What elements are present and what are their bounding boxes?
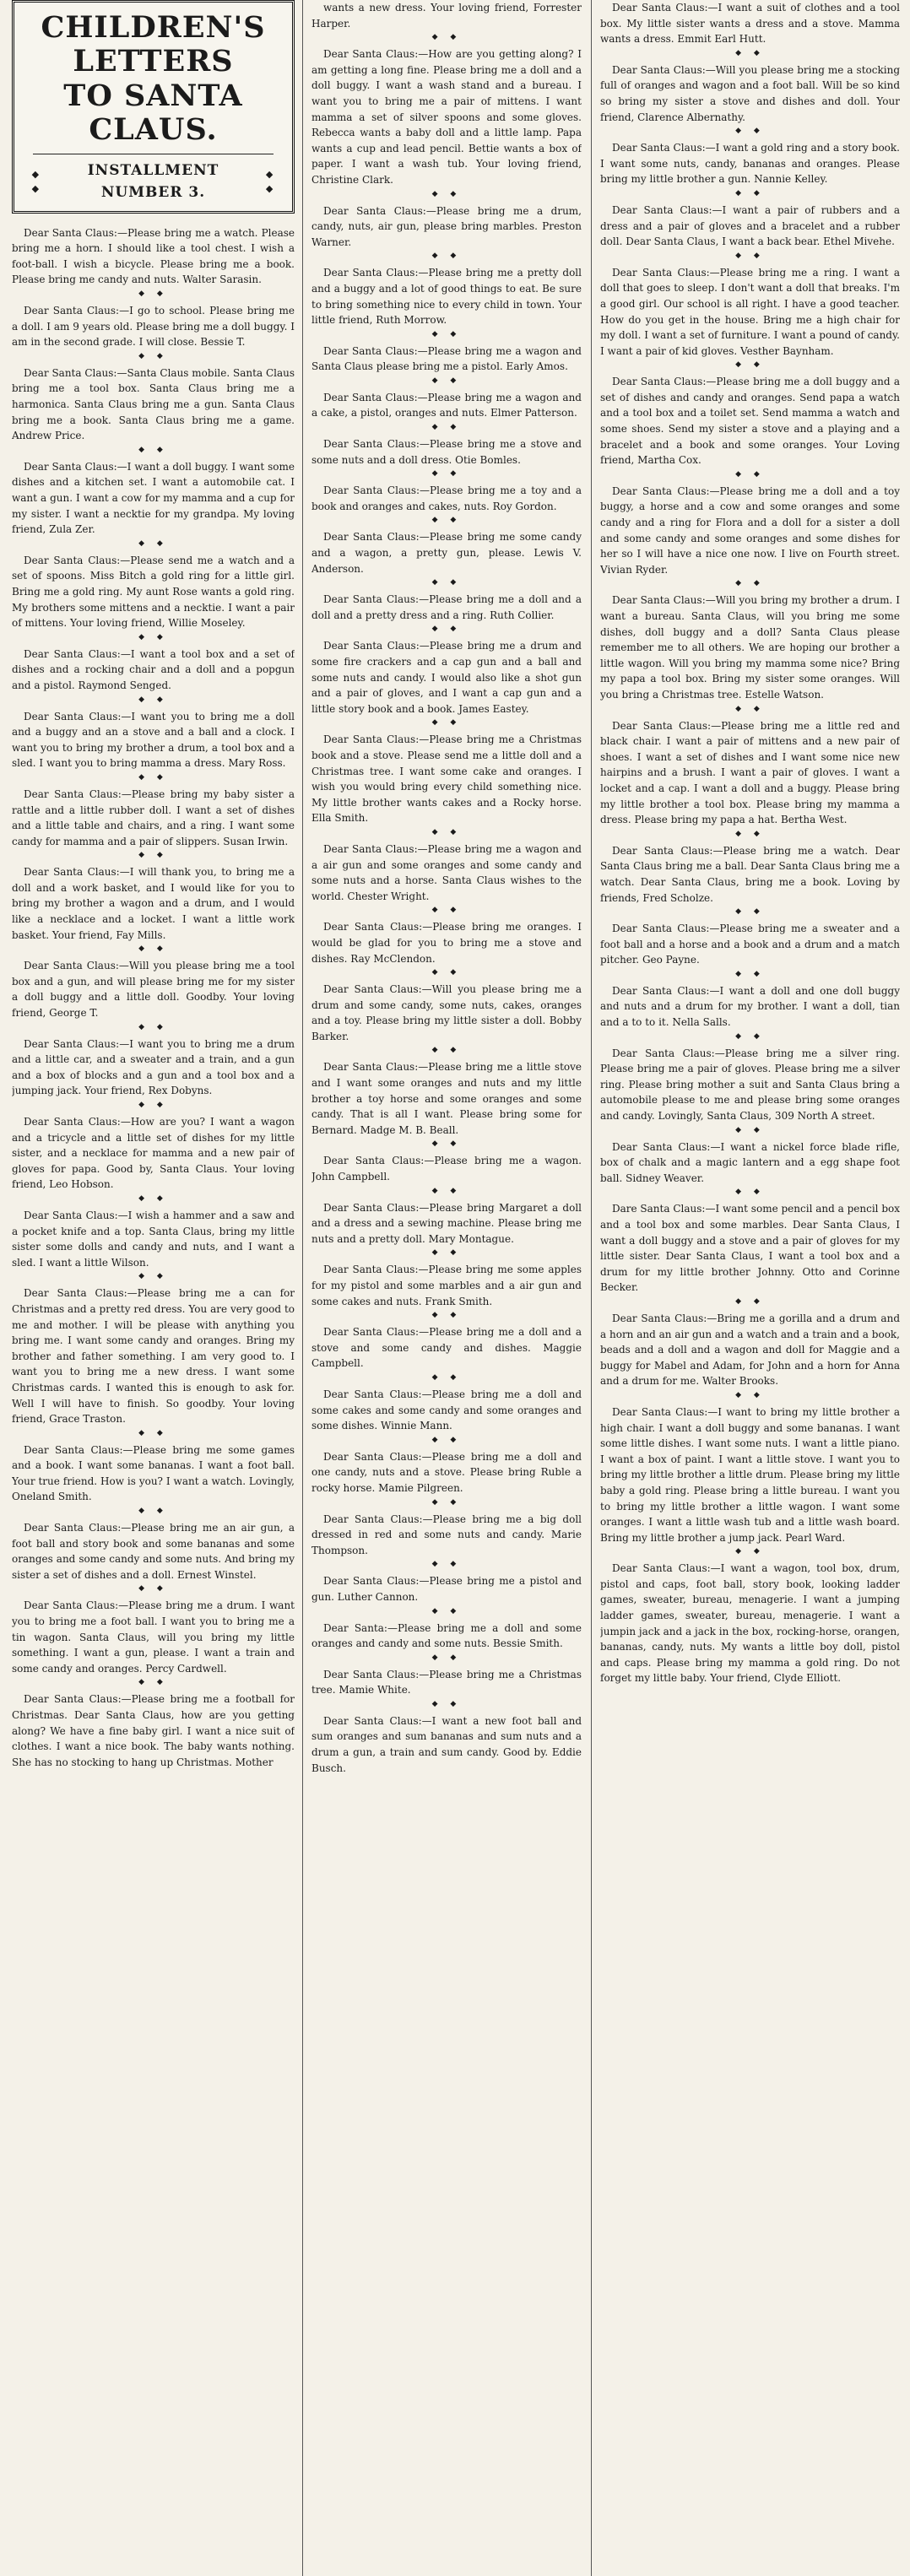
- separator-ornament-icon: ◆ ◆: [431, 1139, 462, 1149]
- letter-paragraph: Dear Santa Claus:—Please bring me an air gun, a foot ball and story book and some bananas and some oranges and some candy and some nuts. And bring my sister a set of dishes and a doll. Ernest Winstel.: [12, 1522, 295, 1581]
- column-2: [311, 0, 582, 2576]
- letter-paragraph: Dear Santa Claus:—Please bring me a drum and some fire crackers and a cap gun and a ball and some nuts and candy. I would also like a shot gun and a pair of gloves, and I want a cap gun and a little story book and a book. James Eastey.: [311, 640, 582, 715]
- letter-paragraph: Dear Santa Claus:—Please bring me a silver ring. Please bring me a pair of gloves. Please bring me a silver ring. Please bring mother a suit and Santa Claus bring a automobile please to me and please bring some oranges and candy. Lovingly, Santa Claus, 309 North A street.: [600, 1047, 900, 1123]
- separator-ornament-icon: ◆ ◆: [431, 718, 462, 728]
- separator-ornament-icon: ◆ ◆: [431, 827, 462, 836]
- letter-paragraph: Dear Santa Claus:—Please bring me a doll and a doll and a pretty dress and a ring. Ruth Collier.: [311, 593, 582, 621]
- separator-ornament-icon: ◆ ◆: [138, 351, 168, 360]
- separator-ornament-icon: ◆ ◆: [431, 252, 462, 261]
- separator-ornament-icon: ◆ ◆: [735, 188, 765, 198]
- letter-paragraph: Dear Santa Claus:—Please bring me some candy and a wagon, a pretty gun, please. Lewis V. Anderson.: [311, 531, 582, 575]
- letter-paragraph: Dear Santa Claus:—Please bring me oranges. I would be glad for you to bring me a stove and dishes. Ray McClendon.: [311, 921, 582, 965]
- column-3-letters: [600, 0, 900, 1686]
- letter-paragraph: Dear Santa Claus:—Please bring me a pistol and gun. Luther Cannon.: [311, 1575, 582, 1603]
- letter-paragraph: Dear Santa Claus:—I want to bring my little brother a high chair. I want a doll buggy and some bananas. I want some little dishes. I want some nuts. I want a little piano. I want a box of paint. I want a little stove. I want you to bring my little brother a little drum. Please bring my little baby a gold ring. Please bring a little bureau. I want you to bring my little brother a little wagon. I want some oranges. I want a little wash tub and a little wash board. Bring my little brother a jump jack. Pearl Ward.: [600, 1405, 900, 1544]
- separator-ornament-icon: ◆ ◆: [431, 469, 462, 479]
- separator-ornament-icon: ◆ ◆: [735, 1390, 765, 1399]
- letter-paragraph: Dear Santa Claus:—Please bring me a drum, candy, nuts, air gun, please bring marbles. Preston Warner.: [311, 204, 582, 248]
- letter-paragraph: Dear Santa Claus:—Please bring me a sweater and a foot ball and a horse and a book and a drum and a match pitcher. Geo Payne.: [600, 923, 900, 966]
- letter-paragraph: Dear Santa Claus:—Bring me a gorilla and a drum and a horn and an air gun and a watch and a train and a book, beads and a doll and a wagon and doll for Maggie and a buggy for Mabel and Adam, for John and a horn for Anna and a drum for me. Walter Brooks.: [600, 1312, 900, 1388]
- separator-ornament-icon: ◆ ◆: [431, 376, 462, 385]
- separator-ornament-icon: ◆ ◆: [138, 1678, 168, 1687]
- letter-paragraph: Dear Santa Claus:—Please bring me a doll and one candy, nuts and a stove. Please bring Ruble a rocky horse. Mamie Pilgreen.: [311, 1450, 582, 1494]
- letter-paragraph: Dear Santa Claus:—Please bring me a Christmas book and a stove. Please send me a little doll and a Christmas tree. I want some cake and oranges. I wish you would bring every child something nice. My little brother wants cakes and a Rocky horse. Ella Smith.: [311, 733, 582, 825]
- letter-paragraph: Dear Santa Claus:—Please bring me a wagon and Santa Claus please bring me a pistol. Early Amos.: [311, 344, 582, 373]
- installment-line: [19, 160, 287, 204]
- separator-ornament-icon: ◆ ◆: [138, 1022, 168, 1031]
- letter-paragraph: Dear Santa Claus:—I want a nickel force blade rifle, box of chalk and a magic lantern and a egg shape foot ball. Sidney Weaver.: [600, 1140, 900, 1184]
- separator-ornament-icon: ◆ ◆: [431, 1311, 462, 1320]
- letter-paragraph: wants a new dress. Your loving friend, Forrester Harper.: [311, 2, 582, 30]
- letter-paragraph: Dear Santa Claus:—I want a doll and one doll buggy and nuts and a drum for my brother. I want a doll, tian and a to to it. Nella Salls.: [600, 984, 900, 1029]
- separator-ornament-icon: ◆ ◆: [431, 329, 462, 338]
- letter-paragraph: Dear Santa Claus:—Please bring Margaret a doll and a dress and a sewing machine. Please bring me nuts and a pretty doll. Mary Montague.: [311, 1201, 582, 1245]
- letter-paragraph: Dear Santa Claus:—Please bring me some apples for my pistol and some marbles and a air gun and some cakes and nuts. Frank Smith.: [311, 1264, 582, 1307]
- letter-paragraph: Dare Santa Claus:—I want some pencil and a pencil box and a tool box and some marbles. Dear Santa Claus, I want a doll buggy and a stove and a pair of gloves for my little sister. Dear Santa Claus, I want a tool box and a drum for my little brother Johnny. Otto and Corinne Becker.: [600, 1203, 900, 1294]
- letter-paragraph: Dear Santa Claus:—How are you? I want a wagon and a tricycle and a little set of dishes for my little sister, and a necklace for mamma and a new pair of gloves for papa. Good by, Santa Claus. Your loving friend, Leo Hobson.: [12, 1116, 295, 1191]
- separator-ornament-icon: ◆ ◆: [431, 189, 462, 198]
- separator-ornament-icon: ◆ ◆: [735, 360, 765, 370]
- separator-ornament-icon: ◆ ◆: [431, 1046, 462, 1055]
- letter-paragraph: Dear Santa Claus:—Will you bring my brother a drum. I want a bureau. Santa Claus, will you bring me some dishes, doll buggy and a doll? Santa Claus please remember me to all others. We are hoping our brother a little wagon. Will you bring my mamma some nice? Bring my papa a tool box. Bring my sister some oranges. Will you bring a Christmas tree. Estelle Watson.: [600, 594, 900, 701]
- letter-paragraph: Dear Santa Claus:—Please bring me a doll and a stove and some candy and dishes. Maggie Campbell.: [311, 1326, 582, 1370]
- letter-paragraph: Dear Santa Claus:—Please bring me a Christmas tree. Mamie White.: [311, 1668, 582, 1697]
- letter-paragraph: Dear Santa Claus:—Will you please bring me a drum and some candy, some nuts, cakes, oranges and a toy. Please bring my little sister a doll. Bobby Barker.: [311, 983, 582, 1042]
- letter-paragraph: Dear Santa Claus:—I go to school. Please bring me a doll. I am 9 years old. Please bring me a doll buggy. I am in the second grade. I will close. Bessie T.: [12, 305, 295, 349]
- letter-paragraph: Dear Santa Claus:—Please bring me a wagon and a air gun and some oranges and some candy and some nuts and a horse. Santa Claus wishes to the world. Chester Wright.: [311, 842, 582, 902]
- letter-paragraph: Dear Santa Claus:—Please bring me a wagon. John Campbell.: [311, 1155, 582, 1183]
- separator-ornament-icon: ◆ ◆: [735, 907, 765, 917]
- separator-ornament-icon: ◆ ◆: [138, 1584, 168, 1594]
- letter-paragraph: Dear Santa Claus:—Please bring me a little stove and I want some oranges and nuts and my little brother a toy horse and some oranges and some candy. That is all I want. Please bring some for Bernard. Madge M. B. Beall.: [311, 1061, 582, 1136]
- separator-ornament-icon: ◆ ◆: [735, 1547, 765, 1556]
- separator-ornament-icon: ◆ ◆: [431, 1560, 462, 1569]
- separator-ornament-icon: ◆ ◆: [431, 1435, 462, 1444]
- headline-line-1: CHILDREN'S LETTERS: [41, 10, 266, 79]
- separator-ornament-icon: ◆ ◆: [735, 579, 765, 588]
- letter-paragraph: Dear Santa Claus:—I wish a hammer and a saw and a pocket knife and a top. Santa Claus, bring my little sister some dolls and candy and nuts, and I want a sled. I want a little Wilson.: [12, 1209, 295, 1269]
- installment-number: INSTALLMENT NUMBER 3.: [87, 162, 219, 202]
- separator-ornament-icon: ◆ ◆: [735, 1031, 765, 1041]
- separator-ornament-icon: ◆ ◆: [138, 1193, 168, 1203]
- column-2-letters: [311, 0, 582, 1776]
- letter-paragraph: Dear Santa Claus:—Please bring me a pretty doll and a buggy and a lot of good things to eat. Be sure to bring something nice to every child in town. Your little friend, Ruth Morrow.: [311, 267, 582, 327]
- separator-ornament-icon: ◆ ◆: [431, 625, 462, 634]
- separator-ornament-icon: ◆ ◆: [431, 516, 462, 525]
- separator-ornament-icon: ◆ ◆: [431, 1248, 462, 1258]
- separator-ornament-icon: ◆ ◆: [431, 906, 462, 915]
- headline-line-2: TO SANTA CLAUS.: [63, 78, 243, 147]
- separator-ornament-icon: ◆ ◆: [431, 1372, 462, 1382]
- separator-ornament-icon: ◆ ◆: [735, 251, 765, 260]
- separator-ornament-icon: ◆ ◆: [735, 127, 765, 136]
- separator-ornament-icon: ◆ ◆: [431, 1497, 462, 1507]
- separator-ornament-icon: ◆ ◆: [735, 1296, 765, 1306]
- letter-paragraph: Dear Santa Claus:—Please bring me a big doll dressed in red and some nuts and candy. Marie Thompson.: [311, 1513, 582, 1556]
- column-1: [12, 0, 295, 2576]
- letter-paragraph: Dear Santa Claus:—Will you please bring me a tool box and a gun, and will please bring me for my sister a doll buggy and a little doll. Goodby. Your loving friend, George T.: [12, 960, 295, 1020]
- letter-paragraph: Dear Santa Claus:—I want a tool box and a set of dishes and a rocking chair and a doll and a popgun and a pistol. Raymond Senged.: [12, 647, 295, 691]
- letter-paragraph: Dear Santa Claus:—Will you please bring me a stocking full of oranges and wagon and a foot ball. Will be so kind so bring my sister a stove and dishes and doll. Your friend, Clarence Albernathy.: [600, 63, 900, 123]
- separator-ornament-icon: ◆ ◆: [138, 851, 168, 860]
- separator-ornament-icon: ◆ ◆: [138, 445, 168, 454]
- letter-paragraph: Dear Santa Claus:—Please bring me a ring. I want a doll that goes to sleep. I don't want a doll that breaks. I'm a good girl. Our school is all right. I have a good teacher. How do you get in the house. Bring me a high chair for my doll. I want a set of furniture. I want a pound of candy. I want a pair of kid gloves. Vesther Baynham.: [600, 266, 900, 357]
- separator-ornament-icon: ◆ ◆: [431, 1699, 462, 1708]
- separator-ornament-icon: ◆ ◆: [138, 1428, 168, 1437]
- ornament-left-icon: ◆ ◆: [31, 169, 41, 195]
- letter-paragraph: Dear Santa Claus:—Please bring me a toy and a book and oranges and cakes, nuts. Roy Gordon.: [311, 484, 582, 512]
- letter-paragraph: Dear Santa Claus:—Please bring me a wagon and a cake, a pistol, oranges and nuts. Elmer Patterson.: [311, 391, 582, 419]
- separator-ornament-icon: ◆ ◆: [431, 1606, 462, 1615]
- separator-ornament-icon: ◆ ◆: [138, 1507, 168, 1516]
- separator-ornament-icon: ◆ ◆: [138, 695, 168, 704]
- column-1-letters: [12, 225, 295, 1771]
- separator-ornament-icon: ◆ ◆: [735, 704, 765, 713]
- letter-paragraph: Dear Santa Claus:—I will thank you, to bring me a doll and a work basket, and I would like for you to bring my brother a wagon and a drum, and I would like a necklace and a locket. I want a little work basket. Your friend, Fay Mills.: [12, 866, 295, 941]
- separator-ornament-icon: ◆ ◆: [138, 538, 168, 548]
- column-rule-2: [591, 0, 592, 2576]
- column-3: [600, 0, 900, 2576]
- letter-paragraph: Dear Santa Claus:—I want a suit of clothes and a tool box. My little sister wants a dress and a stove. Mamma wants a dress. Emmit Earl Hutt.: [600, 2, 900, 46]
- separator-ornament-icon: ◆ ◆: [735, 48, 765, 57]
- letter-paragraph: Dear Santa Claus:—I want you to bring me a doll and a buggy and an a stove and a ball and a clock. I want you to bring my brother a drum, a tool box and a sled. I want you to bring mamma a dress. Mary Ross.: [12, 710, 295, 770]
- separator-ornament-icon: ◆ ◆: [431, 968, 462, 977]
- separator-ornament-icon: ◆ ◆: [735, 829, 765, 838]
- letter-paragraph: Dear Santa Claus:—Please bring me a can for Christmas and a pretty red dress. You are very good to me and mother. I will be please with anything you bring me. I want some candy and oranges. Bring my brother and father something. I am very good to. I want you to bring me a new dress. I want some Christmas cards. I wanted this is enough to ask for. Well I will have to finish. So goodby. Your loving friend, Grace Traston.: [12, 1287, 295, 1426]
- letter-paragraph: Dear Santa Claus:—I want you to bring me a drum and a little car, and a sweater and a train, and a gun and a box of blocks and a gun and a tool box and a jumping jack. Your friend, Rex Dobyns.: [12, 1037, 295, 1097]
- separator-ornament-icon: ◆ ◆: [735, 469, 765, 479]
- separator-ornament-icon: ◆ ◆: [138, 290, 168, 299]
- separator-ornament-icon: ◆ ◆: [431, 578, 462, 587]
- separator-ornament-icon: ◆ ◆: [735, 1125, 765, 1134]
- letter-paragraph: Dear Santa Claus:—Please bring me a doll buggy and a set of dishes and candy and oranges. Send papa a watch and a tool box and a toilet set. Send mamma a watch and some shoes. Send my sister a stove and a playing and a bracelet and a book and some oranges. Your Loving friend, Martha Cox.: [600, 376, 900, 467]
- separator-ornament-icon: ◆ ◆: [138, 772, 168, 782]
- letter-paragraph: Dear Santa Claus:—Please bring me a watch. Dear Santa Claus bring me a ball. Dear Santa Claus bring me a watch. Dear Santa Claus, bring me a book. Loving by friends, Fred Scholze.: [600, 844, 900, 904]
- letter-paragraph: Dear Santa Claus:—I want a new foot ball and sum oranges and sum bananas and sum nuts and a drum a gun, a train and sum candy. Good by. Eddie Busch.: [311, 1714, 582, 1774]
- letter-paragraph: Dear Santa Claus:—Santa Claus mobile. Santa Claus bring me a tool box. Santa Claus bring me a harmonica. Santa Claus bring me a gun. Santa Claus bring me a book. Santa Claus bring me a game. Andrew Price.: [12, 366, 295, 442]
- letter-paragraph: Dear Santa Claus:—Please bring me a watch. Please bring me a horn. I should like a tool chest. I wish a foot-ball. I wish a bicycle. Please bring me a book. Please bring me candy and nuts. Walter Sarasin.: [12, 226, 295, 286]
- letter-paragraph: Dear Santa Claus:—I want a pair of rubbers and a dress and a pair of gloves and a bracelet and a rubber doll. Dear Santa Claus, I want a back bear. Ethel Mivehe.: [600, 203, 900, 248]
- letter-paragraph: Dear Santa Claus:—Please bring me a drum. I want you to bring me a foot ball. I want you to bring me a tin wagon. Santa Claus, will you bring my little something. I want a gun, please. I want a train and some candy and oranges. Percy Cardwell.: [12, 1599, 295, 1675]
- separator-ornament-icon: ◆ ◆: [138, 632, 168, 641]
- separator-ornament-icon: ◆ ◆: [431, 33, 462, 42]
- letter-paragraph: Dear Santa Claus:—Please bring me a doll and a toy buggy, a horse and a cow and some oranges and some candy and a ring for Flora and a doll for a sister a doll and some candy and some oranges and some dishes for her so I will have a nice one now. I live on Fourth street. Vivian Ryder.: [600, 484, 900, 576]
- separator-ornament-icon: ◆ ◆: [431, 423, 462, 432]
- letter-paragraph: Dear Santa Claus:—Please bring me a stove and some nuts and a doll dress. Otie Bomles.: [311, 438, 582, 466]
- column-rule-1: [302, 0, 303, 2576]
- separator-ornament-icon: ◆ ◆: [138, 1101, 168, 1109]
- letter-paragraph: Dear Santa Claus:—Please bring me some games and a book. I want some bananas. I want a foot ball. Your true friend. How is you? I want a watch. Lovingly, Oneland Smith.: [12, 1443, 295, 1503]
- letter-paragraph: Dear Santa Claus:—Please bring me a doll and some cakes and some candy and some oranges and some dishes. Winnie Mann.: [311, 1388, 582, 1432]
- separator-ornament-icon: ◆ ◆: [138, 944, 168, 954]
- separator-ornament-icon: ◆ ◆: [431, 1186, 462, 1195]
- ornament-right-icon: ◆ ◆: [265, 169, 275, 195]
- masthead-box: [12, 0, 295, 214]
- letter-paragraph: Dear Santa Claus:—Please bring me a little red and black chair. I want a pair of mittens and a new pair of shoes. I want a set of dishes and I want some nice new hairpins and a brush. I want a pair of gloves. I want a locket and a cap. I want a doll and a buggy. Please bring my little brother a tool box. Please bring my mamma a dress. Please bring my papa a hat. Bertha West.: [600, 719, 900, 826]
- letter-paragraph: Dear Santa Claus:—Please send me a watch and a set of spoons. Miss Bitch a gold ring for a little girl. Bring me a gold ring. My aunt Rose wants a gold ring. My brothers some mittens and a necktie. I want a pair of mittens. Your loving friend, Willie Moseley.: [12, 554, 295, 630]
- letter-paragraph: Dear Santa Claus:—I want a wagon, tool box, drum, pistol and caps, foot ball, story book, looking ladder games, sweater, bureau, menagerie. I want a jumping ladder games, sweater, bureau, menagerie. I want a jumpin jack and a jack in the box, rocking-horse, orangen, bananas, candy, nuts. My wants a little boy doll, pistol and caps. Please bring my mamma a gold ring. Do not forget my little baby. Your friend, Clyde Elliott.: [600, 1562, 900, 1685]
- letter-paragraph: Dear Santa Claus:—I want a gold ring and a story book. I want some nuts, candy, bananas and oranges. Please bring my little brother a gun. Nannie Kelley.: [600, 142, 900, 186]
- letter-paragraph: Dear Santa Claus:—Please bring my baby sister a rattle and a little rubber doll. I want a set of dishes and a little table and chairs, and a ring. I want some candy for mamma and a pair of slippers. Susan Irwin.: [12, 787, 295, 847]
- letter-paragraph: Dear Santa Claus:—How are you getting along? I am getting a long fine. Please bring me a doll and a doll buggy. I want a wash stand and a bureau. I want you to bring me a pair of mittens. I want mamma a set of silver spoons and some gloves. Rebecca wants a baby doll and a little lamp. Papa wants a cup and lead pencil. Bettie wants a box of paper. I want a wash tub. Your loving friend, Christine Clark.: [311, 48, 582, 186]
- letter-paragraph: Dear Santa:—Please bring me a doll and some oranges and candy and some nuts. Bessie Smith.: [311, 1621, 582, 1650]
- separator-ornament-icon: ◆ ◆: [735, 969, 765, 978]
- separator-ornament-icon: ◆ ◆: [431, 1653, 462, 1662]
- separator-ornament-icon: ◆ ◆: [735, 1188, 765, 1197]
- letter-paragraph: Dear Santa Claus:—Please bring me a football for Christmas. Dear Santa Claus, how are you getting along? We have a fine baby girl. I want a nice suit of clothes. I want a nice book. The baby wants nothing. She has no stocking to hang up Christmas. Mother: [12, 1693, 295, 1768]
- separator-ornament-icon: ◆ ◆: [138, 1272, 168, 1281]
- letter-paragraph: Dear Santa Claus:—I want a doll buggy. I want some dishes and a kitchen set. I want a automobile cat. I want a gun. I want a cow for my mamma and a cup for my sister. I want a necktie for my grandpa. My loving friend, Zula Zer.: [12, 460, 295, 536]
